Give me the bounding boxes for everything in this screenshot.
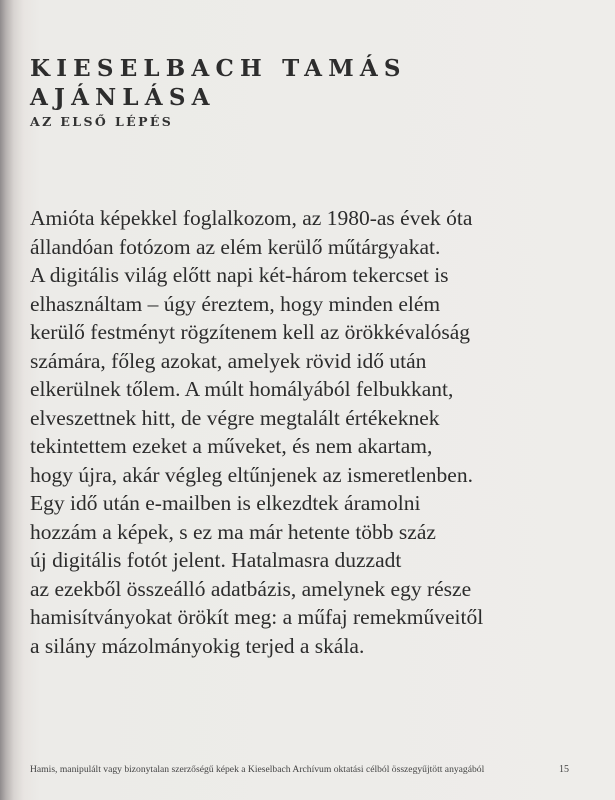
body-line: Amióta képekkel foglalkozom, az 1980-as évek óta [30, 206, 473, 230]
footer-caption: Hamis, manipulált vagy bizonytalan szerzőségű képek a Kieselbach Archívum oktatási célból összegyűjtött anyagából [30, 764, 485, 775]
body-line: hamisítványokat örökít meg: a műfaj remekműveitől [30, 605, 484, 629]
body-line: számára, főleg azokat, amelyek rövid idő után [30, 348, 427, 373]
chapter-heading [30, 54, 590, 130]
body-line: az ezekből összeálló adatbázis, amelynek egy része [30, 576, 472, 601]
page-footer [30, 764, 569, 775]
body-line: a silány mázolmányokig terjed a skála. [30, 633, 365, 658]
body-line: hogy újra, akár végleg eltűnjenek az ismeretlenben. [30, 462, 473, 487]
body-line: elkerülnek tőlem. A múlt homályából felbukkant, [30, 377, 454, 401]
body-line: A digitális világ előtt napi két-három tekercset is [30, 263, 449, 287]
title-line-2: AJÁNLÁSA [30, 84, 216, 111]
body-paragraph [30, 204, 590, 660]
body-line: kerülő festményt rögzítenem kell az örökkévalóság [30, 320, 470, 344]
body-line: hozzám a képek, s ez ma már hetente több száz [30, 519, 436, 544]
body-line: új digitális fotót jelent. Hatalmasra duzzadt [30, 548, 402, 572]
section-subtitle: AZ ELSŐ LÉPÉS [30, 114, 174, 129]
body-line: Egy idő után e-mailben is elkezdtek áramolni [30, 491, 421, 515]
page-number: 15 [559, 764, 569, 775]
body-line: elhasználtam – úgy éreztem, hogy minden elém [30, 291, 441, 316]
body-line: elveszettnek hitt, de végre megtalált értékeknek [30, 405, 440, 430]
title-line-1: KIESELBACH TAMÁS [30, 55, 407, 82]
body-line: tekintettem ezeket a műveket, és nem akartam, [30, 434, 433, 458]
body-line: állandóan fotózom az elém kerülő műtárgyakat. [30, 234, 441, 259]
